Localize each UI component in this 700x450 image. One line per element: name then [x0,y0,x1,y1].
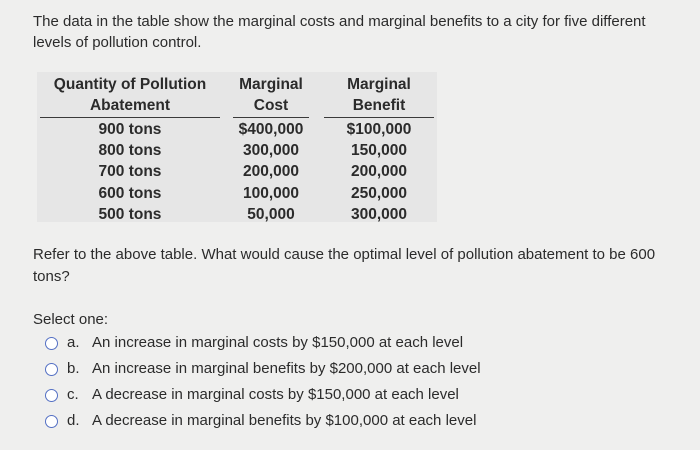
table-cell-marginal-cost: 300,000 [242,142,300,160]
radio-button-d[interactable] [45,415,58,428]
answer-option-d[interactable] [45,411,476,431]
header-divider [324,117,434,118]
table-cell-marginal-cost: 50,000 [247,205,295,223]
radio-button-a[interactable] [45,337,58,350]
table-cell-marginal-cost: 100,000 [242,184,300,202]
table-cell-quantity: 500 tons [98,205,162,223]
marginal-cost-header-line-1: Marginal [239,76,303,93]
marginal-cost-header [233,74,309,117]
quantity-header-line-2: Abatement [89,97,171,114]
table-cell-quantity: 900 tons [98,121,162,138]
answer-option-a[interactable] [45,333,463,353]
quantity-header [40,74,220,117]
marginal-benefit-column [324,74,434,225]
table-cell-marginal-benefit: 150,000 [350,142,408,160]
table-cell-marginal-benefit: 300,000 [350,205,408,223]
option-letter: b. [67,360,80,377]
quantity-header-line-1: Quantity of Pollution [53,76,207,93]
table-cell-marginal-benefit: 250,000 [350,184,408,202]
table-cell-quantity: 800 tons [98,142,162,160]
question-intro: The data in the table show the marginal costs and marginal benefits to a city for five different levels of pollution control. [33,13,646,51]
option-letter: d. [67,412,80,429]
marginal-benefit-header [324,74,434,117]
header-divider [233,117,309,118]
marginal-benefit-header-line-1: Marginal [347,76,411,93]
option-text: A decrease in marginal costs by $150,000 at each level [92,386,459,403]
option-text: An increase in marginal benefits by $200,000 at each level [92,360,481,377]
table-cell-quantity: 600 tons [98,184,162,202]
table-cell-marginal-benefit: 200,000 [350,163,408,181]
quantity-column [40,74,220,225]
option-text: An increase in marginal costs by $150,000 at each level [92,334,464,351]
marginal-cost-column [233,74,309,225]
radio-button-b[interactable] [45,363,58,376]
marginal-benefit-header-line-2: Benefit [352,97,406,114]
header-divider [40,117,220,118]
select-one-label: Select one: [33,311,109,328]
option-text: A decrease in marginal benefits by $100,000 at each level [92,412,477,429]
table-cell-marginal-cost: 200,000 [242,163,300,181]
radio-button-c[interactable] [45,389,58,402]
question-text: Refer to the above table. What would cause the optimal level of pollution abatement to be 600 tons? [33,246,656,285]
table-cell-quantity: 700 tons [98,163,162,181]
table-cell-marginal-benefit: $100,000 [346,121,412,138]
option-letter: c. [67,386,79,403]
answer-option-c[interactable] [45,385,459,405]
data-table [37,72,437,222]
answer-option-b[interactable] [45,359,481,379]
marginal-cost-header-line-2: Cost [253,97,289,114]
option-letter: a. [67,334,80,351]
table-cell-marginal-cost: $400,000 [238,121,304,138]
